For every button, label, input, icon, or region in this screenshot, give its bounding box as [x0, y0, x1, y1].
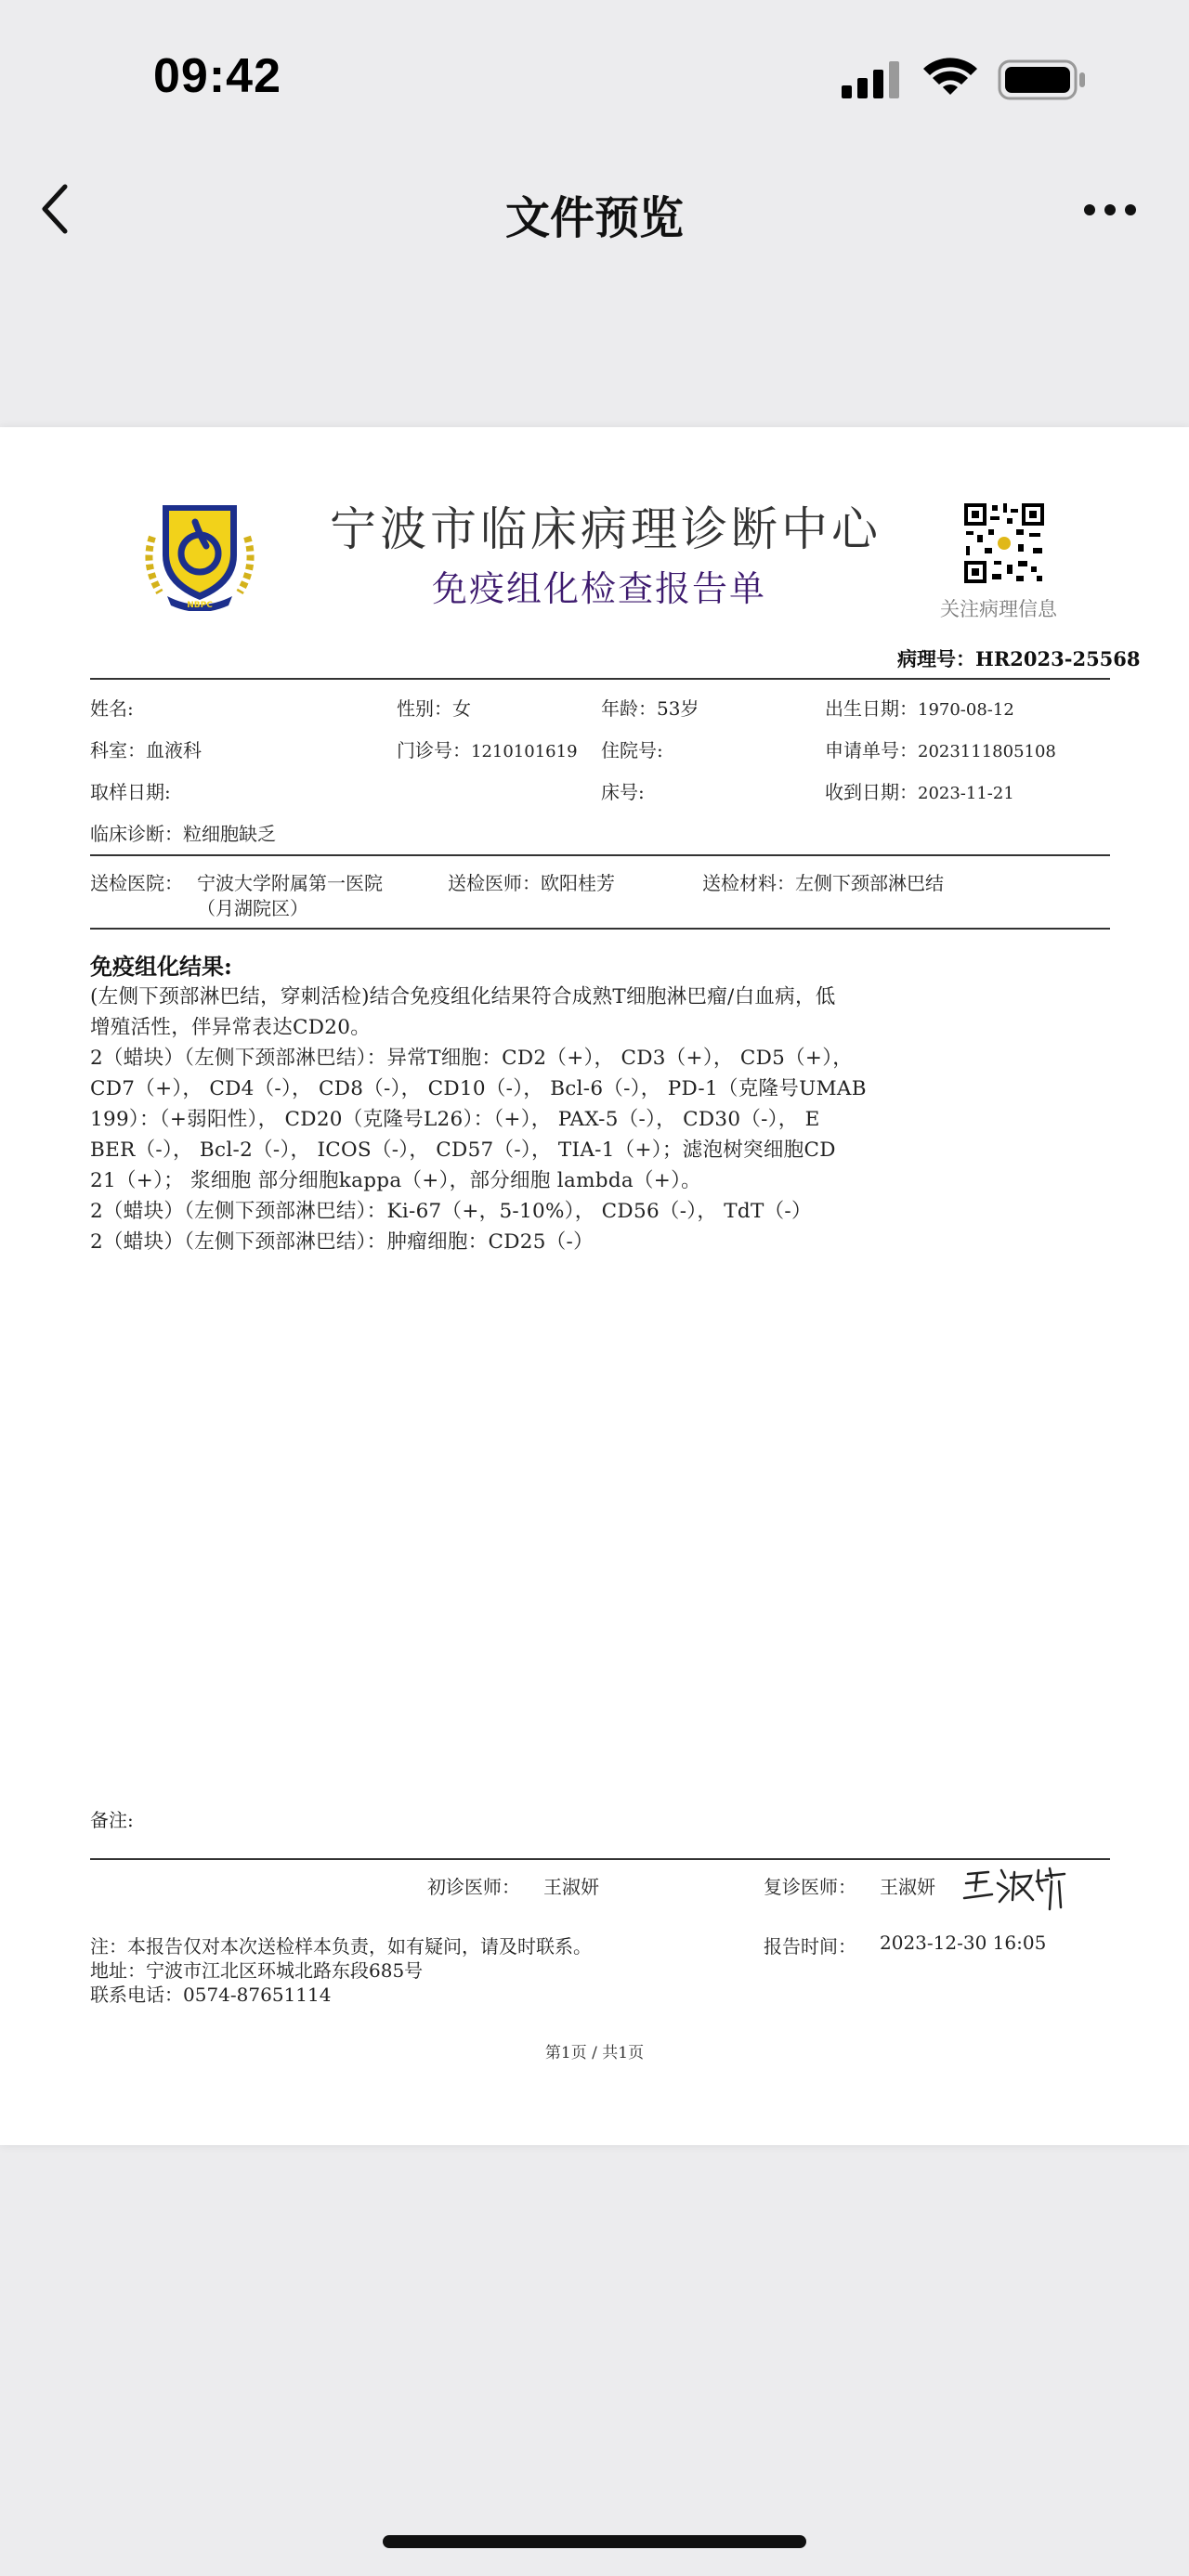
result-line: 21（+）； 浆细胞 部分细胞kappa（+），部分细胞 lambda（+）。	[90, 1169, 701, 1192]
field-received	[825, 777, 1014, 804]
field-age: 年龄：53岁	[601, 697, 699, 720]
request-label: 申请单号：	[825, 739, 918, 761]
battery-icon	[998, 59, 1087, 100]
divider	[90, 854, 1110, 856]
request-value: 2023111805108	[918, 742, 1056, 761]
report-time: 2023-12-30 16:05	[880, 1932, 1047, 1954]
field-hospital-line2: （月湖院区）	[197, 897, 308, 919]
field-bed: 床号:	[601, 781, 645, 803]
result-line: BER（-）， Bcl-2（-）， ICOS（-）， CD57（-）， TIA-1（+）；滤泡树突细胞CD	[90, 1138, 836, 1162]
field-sample-date: 取样日期:	[90, 781, 171, 803]
field-material: 送检材料：左侧下颈部淋巴结	[702, 872, 944, 894]
outpatient-label: 门诊号：	[397, 739, 471, 761]
review-doctor-label: 复诊医师：	[764, 1876, 856, 1898]
report-time-label: 报告时间：	[764, 1935, 856, 1958]
initial-doctor: 王淑妍	[543, 1876, 599, 1898]
field-diagnosis: 临床诊断：粒细胞缺乏	[90, 823, 276, 845]
received-value: 2023-11-21	[918, 784, 1014, 803]
review-doctor: 王淑妍	[880, 1876, 935, 1898]
divider	[90, 1858, 1110, 1860]
field-inpatient: 住院号:	[601, 739, 663, 761]
nbpc-logo	[139, 500, 260, 611]
qr-label: 关注病理信息	[940, 598, 1057, 620]
nav-title: 文件预览	[504, 192, 684, 244]
field-outpatient	[397, 735, 578, 762]
field-doctor: 送检医师：欧阳桂芳	[448, 872, 615, 894]
logo-text: NBPC	[187, 601, 213, 610]
status-bar	[0, 0, 1189, 139]
dob-label: 出生日期：	[825, 697, 918, 720]
disclaimer-note: 注：本报告仅对本次送检样本负责，如有疑问，请及时联系。	[90, 1935, 592, 1958]
status-time: 09:42	[153, 49, 281, 103]
report-subtitle: 免疫组化检查报告单	[432, 568, 767, 609]
cellular-signal-icon	[842, 61, 903, 98]
initial-doctor-label: 初诊医师：	[427, 1876, 520, 1898]
field-dob	[825, 694, 1014, 721]
dob-value: 1970-08-12	[918, 700, 1014, 720]
remark-label: 备注:	[90, 1809, 134, 1831]
received-label: 收到日期：	[825, 781, 918, 803]
field-hospital-label: 送检医院：	[90, 872, 183, 894]
field-hospital-line1: 宁波大学附属第一医院	[197, 872, 383, 894]
divider	[90, 678, 1110, 680]
result-line: 增殖活性，伴异常表达CD20。	[90, 1016, 372, 1039]
result-line: 2（蜡块）（左侧下颈部淋巴结）：异常T细胞：CD2（+）， CD3（+）， CD5（+），	[90, 1047, 854, 1070]
result-line: CD7（+）， CD4（-）， CD8（-）， CD10（-）， Bcl-6（-）， PD-1（克隆号UMAB	[90, 1077, 867, 1100]
more-options-icon[interactable]	[1082, 202, 1138, 217]
field-name: 姓名:	[90, 697, 134, 720]
result-line: 2（蜡块）（左侧下颈部淋巴结）：肿瘤细胞：CD25（-）	[90, 1230, 594, 1254]
phone: 联系电话：0574-87651114	[90, 1984, 332, 2006]
address: 地址：宁波市江北区环城北路东段685号	[90, 1959, 424, 1982]
handwritten-signature	[962, 1863, 1066, 1915]
field-request	[825, 735, 1056, 762]
pathology-number: 病理号：HR2023-25568	[897, 647, 1141, 670]
result-line: 199）：（+弱阳性）， CD20（克隆号L26）：（+）， PAX-5（-）， CD30（-）， E	[90, 1108, 820, 1131]
result-title: 免疫组化结果:	[90, 953, 232, 980]
page-number: 第1页 / 共1页	[544, 2044, 645, 2062]
org-name: 宁波市临床病理诊断中心	[330, 502, 882, 556]
wifi-icon	[921, 56, 979, 97]
divider	[90, 928, 1110, 930]
field-sex: 性别：女	[397, 697, 471, 720]
qr-code[interactable]	[962, 501, 1046, 585]
field-dept: 科室：血液科	[90, 739, 202, 761]
home-indicator[interactable]	[383, 2535, 806, 2548]
outpatient-value: 1210101619	[471, 742, 578, 761]
result-line: (左侧下颈部淋巴结，穿刺活检)结合免疫组化结果符合成熟T细胞淋巴瘤/白血病，低	[90, 985, 836, 1008]
result-line: 2（蜡块）（左侧下颈部淋巴结）：Ki-67（+，5-10%）， CD56（-）， TdT（-）	[90, 1200, 812, 1223]
